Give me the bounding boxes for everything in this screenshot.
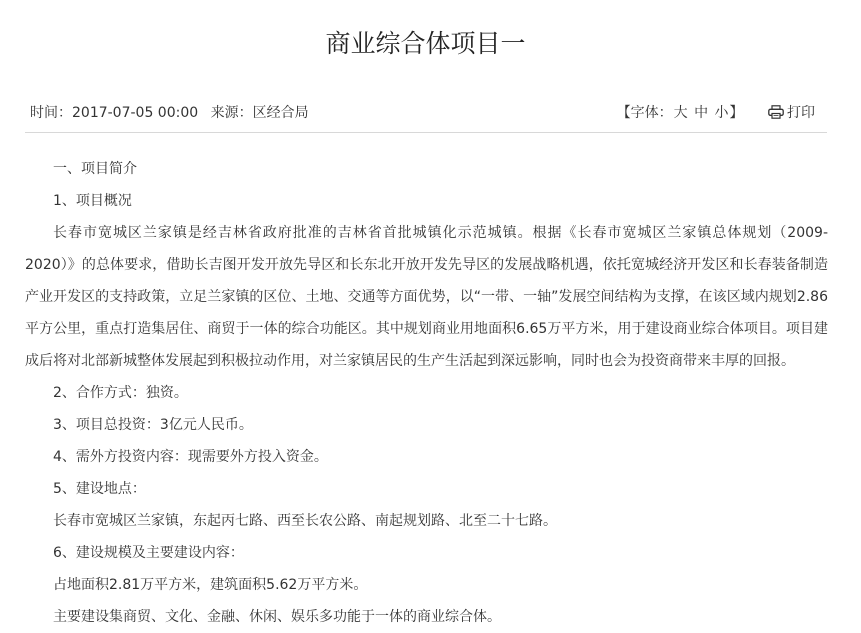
printer-icon xyxy=(768,105,784,119)
header-divider xyxy=(25,132,827,133)
fontsize-small-link[interactable]: 小 xyxy=(714,105,729,121)
source-value: 区经合局 xyxy=(252,105,309,121)
cooperation-mode-item: 2、合作方式：独资。 xyxy=(53,385,188,401)
article-body xyxy=(25,153,828,633)
fontsize-large-link[interactable]: 大 xyxy=(673,105,688,121)
total-investment-item: 3、项目总投资：3亿元人民币。 xyxy=(53,417,253,433)
section-heading: 一、项目简介 xyxy=(53,161,137,177)
location-text: 长春市宽城区兰家镇，东起丙七路、西至长农公路、南起规划路、北至二十七路。 xyxy=(53,513,557,529)
area-text: 占地面积2.81万平方米，建筑面积5.62万平方米。 xyxy=(53,577,368,593)
print-label: 打印 xyxy=(787,105,815,121)
construction-content-text: 主要建设集商贸、文化、金融、休闲、娱乐多功能于一体的商业综合体。 xyxy=(53,609,501,625)
article-tools xyxy=(617,101,815,125)
article-meta-bar xyxy=(25,101,825,125)
article-meta-info xyxy=(30,101,309,125)
source-label: 来源： xyxy=(210,105,253,121)
page-title: 商业综合体项目一 xyxy=(325,29,526,58)
project-overview-paragraph: 长春市宽城区兰家镇是经吉林省政府批准的吉林省首批城镇化示范城镇。根据《长春市宽城区兰家镇总体规划（2009-2020）》的总体要求，借助长吉图开发开放先导区和长东北开放开发先导区的发展战略机遇，依托宽城经济开发区和长春装备制造产业开发区的支持政策，立足兰家镇的区位、土地、交通等方面优势，以“一带、一轴”发展空间结构为支撑，在该区域内规划2.86平方公里，重点打造集居住、商贸于一体的综合功能区。其中规划商业用地面积6.65万平方米，用于建设商业综合体项目。项目建成后将对北部新城整体发展起到积极拉动作用，对兰家镇居民的生产生活起到深远影响，同时也会为投资商带来丰厚的回报。 xyxy=(25,225,828,369)
fontsize-medium-link[interactable]: 中 xyxy=(694,105,709,121)
foreign-investment-item: 4、需外方投资内容：现需要外方投入资金。 xyxy=(53,449,328,465)
fontsize-close-label: 】 xyxy=(729,105,744,121)
publish-time: 2017-07-05 00:00 xyxy=(72,105,199,121)
time-label: 时间： xyxy=(30,105,72,121)
print-button[interactable] xyxy=(768,101,815,125)
subsection-heading: 1、项目概况 xyxy=(53,193,132,209)
scale-heading: 6、建设规模及主要建设内容： xyxy=(53,545,244,561)
location-heading: 5、建设地点： xyxy=(53,481,146,497)
fontsize-open-label: 【字体： xyxy=(616,105,673,121)
